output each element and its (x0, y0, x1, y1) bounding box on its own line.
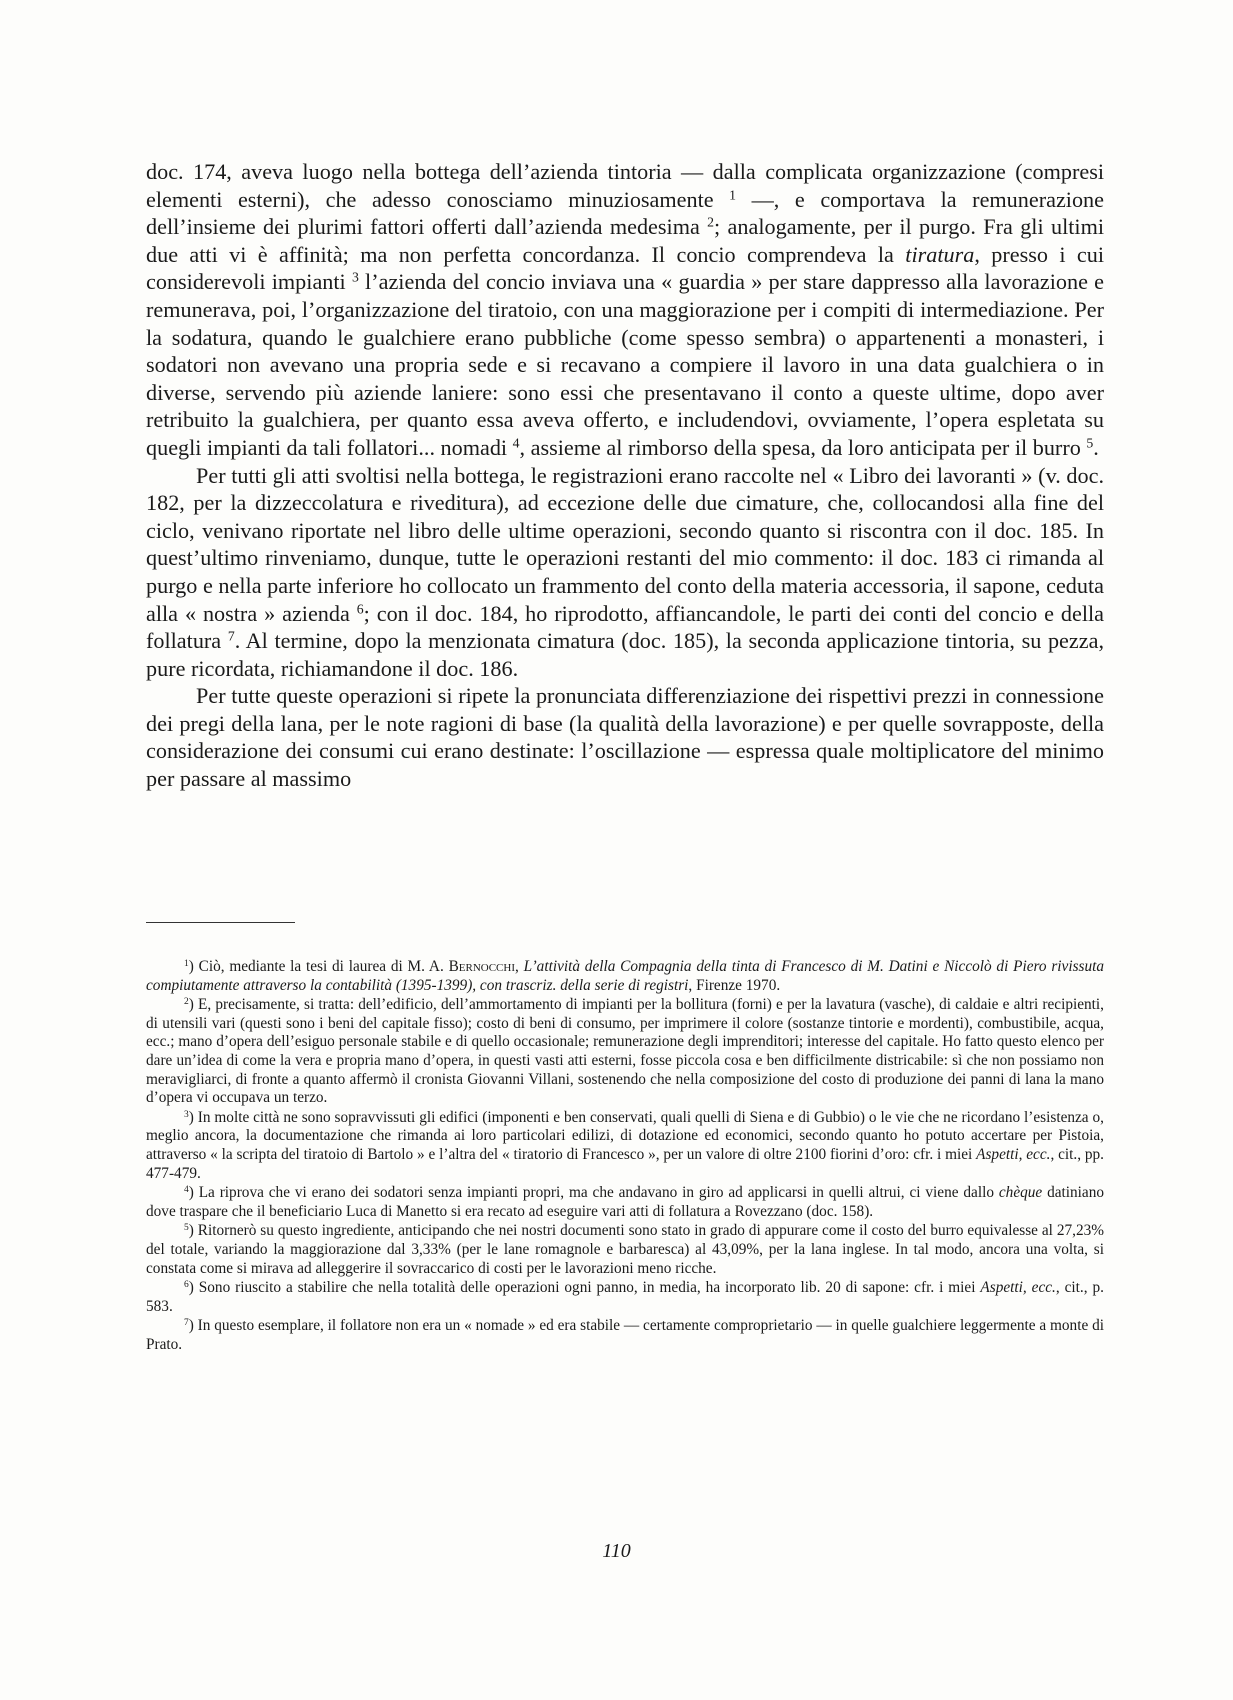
footnote-marker: 4 (184, 1184, 189, 1195)
footnote-marker: 3 (351, 269, 359, 285)
text-run: ) In questo esemplare, il follatore non era un « nomade » ed era stabile — certamente comproprietario — in quelle gualchiere leggermente a monte di Prato. (146, 1317, 1104, 1353)
text-run: ) La riprova che vi erano dei sodatori senza impianti propri, ma che andavano in giro ad applicarsi in quelli altrui, ci viene dallo (188, 1184, 999, 1202)
footnote (146, 996, 1104, 1108)
text-run: , cit., pp. 477-479. (146, 1145, 1105, 1182)
footnote-marker: 1 (184, 958, 189, 969)
italic-text: Aspetti, ecc. (980, 1279, 1056, 1297)
footnote (146, 1184, 1104, 1221)
footnote (146, 1222, 1104, 1278)
text-run: , Firenze 1970. (688, 976, 781, 994)
text-run: Per tutte queste operazioni si ripete la pronunciata differenziazione dei rispettivi prezzi in connessione dei pregi della lana, per le note ragioni di base (la qualità della lavorazione) e per quelle sovrapposte, della considerazione dei consumi cui erano destinate: l’oscillazione — espressa quale moltiplicatore del minimo per passare al massimo (146, 683, 1104, 792)
footnote (146, 958, 1104, 995)
body-text (146, 158, 1104, 793)
text-run: , (515, 958, 524, 975)
footnote-marker: 1 (729, 187, 737, 203)
footnote-marker: 2 (184, 996, 189, 1007)
footnote-marker: 7 (184, 1318, 189, 1329)
footnote-separator (146, 922, 295, 923)
text-run: . Al termine, dopo la menzionata cimatura (doc. 185), la seconda applicazione tintoria, su pezza, pure ricordata, richiamandone il doc. 186. (146, 628, 1104, 681)
footnote-marker: 4 (512, 435, 520, 451)
footnotes (146, 958, 1104, 1355)
text-run: ) In molte città ne sono sopravvissuti gli edifici (imponenti e ben conservati, quali quelli di Siena e di Gubbio) o le vie che ne ricordano l’esistenza o, meglio ancora, la documentazione che rimanda ai loro particolari edilizi, di dotazione ed economici, secondo quanto ho potuto accertare per Pistoia, attraverso « la scripta del tiratoio di Bartolo » e l’altra del « tiratorio di Francesco », per un valore di oltre 2100 fiorini d’oro: cfr. i miei (146, 1108, 1104, 1163)
italic-text: chèque (998, 1184, 1043, 1202)
body-paragraph (146, 682, 1104, 792)
text-run: l’azienda del concio inviava una « guardia » per stare dappresso alla lavorazione e remunerava, poi, l’organizzazione del tiratoio, con una maggiorazione per i compiti di intermediazione. Per la sodatura, quando le gualchiere erano pubbliche (come spesso sembra) o appartenenti a monasteri, i sodatori non avevano una propria sede e si recavano a compiere il lavoro in una data gualchiera o in diverse, servendo più aziende laniere: sono essi che presentavano il conto a queste ultime, dopo aver retribuito la gualchiera, per quanto essa aveva offerto, e includendovi, ovviamente, l’opera espletata su quegli impianti da tali follatori... nomadi (146, 269, 1104, 460)
footnote-marker: 6 (356, 600, 364, 616)
footnote-marker: 2 (707, 214, 715, 230)
page-number: 110 (602, 1540, 631, 1562)
text-run: —, e comportava la remunerazione dell’insieme dei plurimi fattori offerti dall’azienda medesima (146, 186, 1104, 240)
text-run: doc. 174, aveva luogo nella bottega dell’azienda tintoria — dalla complicata organizzazione (compresi elementi esterni), che adesso conosciamo minuziosamente (146, 159, 1104, 212)
text-run: . (1093, 434, 1099, 460)
footnote-marker: 6 (184, 1279, 189, 1290)
italic-text: tiratura (905, 241, 975, 267)
footnote (146, 1109, 1104, 1183)
text-run: ; analogamente, per il purgo. Fra gli ultimi due atti vi è affinità; ma non perfetta concordanza. Il concio comprendeva la (146, 214, 1104, 267)
footnote (146, 1317, 1104, 1354)
text-run: , presso i cui considerevoli impianti (146, 241, 1105, 295)
text-run: , assieme al rimborso della spesa, da loro anticipata per il burro (519, 434, 1087, 460)
text-run: datiniano dove traspare che il beneficiario Luca di Manetto si era recato ad eseguire vari atti di follatura a Rovezzano (doc. 158). (146, 1184, 1104, 1220)
footnote-marker: 3 (184, 1109, 189, 1120)
text-run: ) Ciò, mediante la tesi di laurea di M. A. (188, 958, 449, 975)
text-run: ) E, precisamente, si tratta: dell’edificio, dell’ammortamento di impianti per la bollitura (forni) e per la lavatura (vasche), di caldaie e altri recipienti, di utensili vari (questi sono i beni del capitale fisso); costo di beni di consumo, per imprimere il colore (sostanze tintorie e mordenti), combustibile, acqua, ecc.; mano d’opera dell’esiguo personale stabile e di quello occasionale; remunerazione degli imprenditori; interesse del capitale. Ho fatto questo elenco per dare un’idea di come la vera e propria mano d’opera, in questi vasti atti esterni, fosse piccola cosa e ben difficilmente districabile: sì che non possiamo non meravigliarci, di fronte a quanto affermò il cronista Giovanni Villani, sostenendo che nella composizione del costo di produzione dei panni di lana la mano d’opera vi occupava un terzo. (146, 996, 1104, 1107)
footnote-marker: 5 (1086, 435, 1094, 451)
text-run: , cit., p. 583. (146, 1279, 1104, 1315)
footnote (146, 1279, 1104, 1316)
footnote-marker: 7 (227, 628, 235, 644)
text-run: ) Ritornerò su questo ingrediente, anticipando che nei nostri documenti sono stato in grado di appurare come il costo del burro equivalesse al 27,23% del totale, variando la maggiorazione dal 3,33% (per le lane romagnole e barbaresca) al 43,09%, per la lana inglese. In tal modo, ancora una volta, si constata come si mirava ad alleggerire il sovraccarico di costi per le lavorazioni meno ricche. (146, 1222, 1104, 1277)
author-name: Bernocchi (448, 958, 516, 975)
text-run: ; con il doc. 184, ho riprodotto, affiancandole, le parti dei conti del concio e della follatura (146, 600, 1104, 654)
body-paragraph (146, 462, 1104, 683)
italic-text: Aspetti, ecc. (976, 1145, 1051, 1163)
text-run: ) Sono riuscito a stabilire che nella totalità delle operazioni ogni panno, in media, ha incorporato lib. 20 di sapone: cfr. i miei (188, 1279, 981, 1297)
text-run: Per tutti gli atti svoltisi nella bottega, le registrazioni erano raccolte nel « Libro dei lavoranti » (v. doc. 182, per la dizzeccolatura e riveditura), ad eccezione delle due cimature, che, collocandosi alla fine del ciclo, venivano riportate nel libro delle ultime operazioni, secondo quanto si riscontra con il doc. 185. In quest’ultimo rinveniamo, dunque, tutte le operazioni restanti del mio commento: il doc. 183 ci rimanda al purgo e nella parte inferiore ho collocato un frammento del conto della materia accessoria, il sapone, ceduta alla « nostra » azienda (146, 462, 1104, 626)
footnote-marker: 5 (184, 1223, 189, 1234)
body-paragraph (146, 158, 1104, 462)
italic-text: L’attività della Compagnia della tinta di Francesco di M. Datini e Niccolò di Piero rivissuta compiutamente attraverso la contabilità (1395-1399), con trascriz. della serie di registri (146, 958, 1105, 994)
